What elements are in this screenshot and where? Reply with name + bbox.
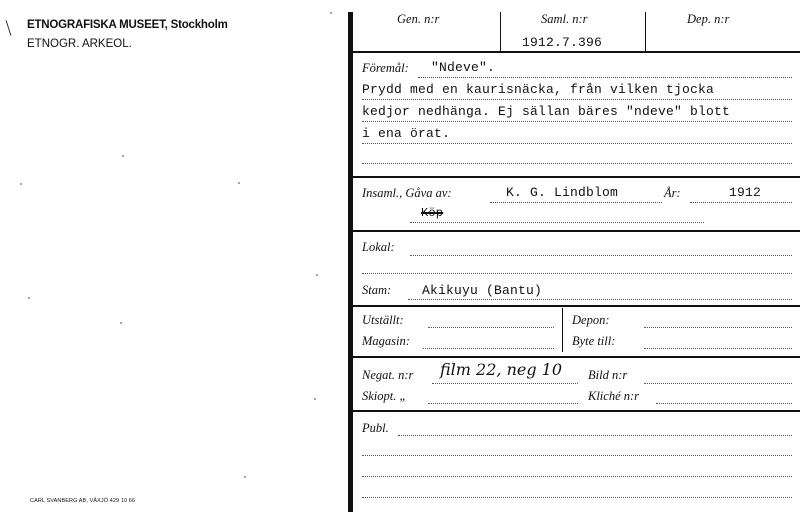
writing-line	[418, 77, 792, 78]
speck	[28, 297, 30, 299]
publ-label: Publ.	[362, 421, 389, 435]
printer-imprint: CARL SVANBERG AB, VÄXJÖ 429 10 66	[30, 498, 136, 504]
writing-line	[490, 202, 662, 203]
writing-line	[398, 435, 792, 436]
saml-value: 1912.7.396	[522, 35, 603, 50]
speck	[120, 322, 122, 324]
section-rule	[352, 356, 800, 358]
writing-line	[428, 403, 578, 404]
writing-line	[362, 455, 792, 456]
writing-line	[432, 383, 578, 384]
skiopt-label: Skiopt. „	[362, 389, 407, 403]
speck	[314, 398, 316, 400]
section-rule	[352, 51, 800, 53]
insaml-label: Insaml., Gåva av:	[362, 186, 452, 200]
writing-line	[644, 327, 792, 328]
column-divider	[500, 12, 501, 52]
ar-value: 1912	[729, 185, 762, 200]
ar-label: År:	[664, 186, 681, 200]
speck	[316, 274, 318, 276]
negat-label: Negat. n:r	[362, 368, 414, 382]
speck	[244, 476, 246, 478]
description-line: Prydd med en kaurisnäcka, från vilken tjocka	[362, 82, 715, 97]
writing-line	[408, 299, 792, 300]
writing-line	[428, 327, 554, 328]
column-divider	[562, 308, 563, 352]
department-name: ETNOGR. ARKEOL.	[27, 38, 132, 50]
bild-label: Bild n:r	[588, 368, 628, 382]
utstallt-label: Utställt:	[362, 313, 404, 327]
negat-value-handwritten: film 22, neg 10	[440, 360, 563, 379]
lokal-label: Lokal:	[362, 240, 395, 254]
foremal-label: Föremål:	[362, 61, 409, 75]
writing-line	[362, 99, 792, 100]
writing-line	[410, 222, 704, 223]
writing-line	[644, 383, 792, 384]
writing-line	[362, 143, 792, 144]
description-line: i ena örat.	[362, 126, 451, 141]
struck-out-text: Köp	[421, 206, 444, 220]
insaml-value: K. G. Lindblom	[506, 185, 619, 200]
speck	[20, 183, 22, 185]
magasin-label: Magasin:	[362, 334, 410, 348]
byte-label: Byte till:	[572, 334, 616, 348]
stam-value: Akikuyu (Bantu)	[422, 283, 543, 298]
depon-label: Depon:	[572, 313, 610, 327]
section-rule	[352, 176, 800, 178]
foremal-name: "Ndeve".	[431, 60, 496, 75]
museum-name: ETNOGRAFISKA MUSEET, Stockholm	[27, 19, 228, 31]
kliche-label: Kliché n:r	[588, 389, 640, 403]
section-rule	[352, 305, 800, 307]
writing-line	[362, 497, 792, 498]
writing-line	[362, 121, 792, 122]
writing-line	[410, 255, 792, 256]
writing-line	[656, 403, 792, 404]
writing-line	[362, 273, 792, 274]
writing-line	[690, 202, 792, 203]
gen-label: Gen. n:r	[397, 12, 440, 26]
dep-label: Dep. n:r	[687, 12, 730, 26]
description-line: kedjor nedhänga. Ej sällan bäres "ndeve" blott	[362, 104, 731, 119]
speck	[238, 182, 240, 184]
section-rule	[352, 410, 800, 412]
column-divider	[645, 12, 646, 52]
speck	[330, 12, 332, 14]
speck	[122, 155, 124, 157]
writing-line	[362, 163, 792, 164]
writing-line	[362, 476, 792, 477]
writing-line	[644, 348, 792, 349]
writing-line	[423, 348, 554, 349]
card-left-border	[348, 12, 353, 512]
section-rule	[352, 230, 800, 232]
pen-mark	[6, 20, 12, 36]
saml-label: Saml. n:r	[541, 12, 588, 26]
stam-label: Stam:	[362, 283, 392, 297]
